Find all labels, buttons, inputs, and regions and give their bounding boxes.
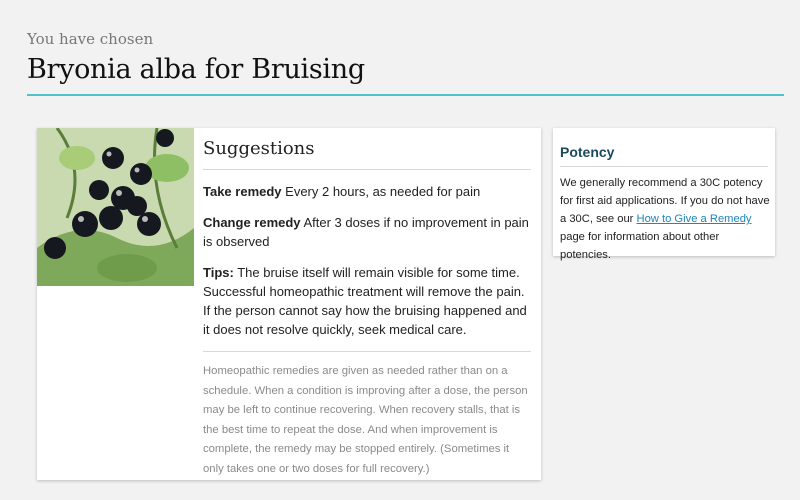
dosing-note: Homeopathic remedies are given as needed rather than on a schedule. When a condition is improving after a dose, the person may be left to continue recovering. When recovery stalls, that is the best time to repeat the dose. And when improvement is complete, the remedy may be stopped entirely. (Sometimes it only takes one or two doses for full recovery.) — [203, 365, 528, 475]
change-remedy-label: Change remedy — [203, 215, 301, 230]
suggestions-content — [203, 138, 531, 479]
how-to-give-remedy-link[interactable]: How to Give a Remedy — [636, 213, 752, 225]
page-subtitle: You have chosen — [27, 30, 154, 48]
potency-text — [560, 174, 772, 264]
suggestions-card — [37, 128, 541, 480]
potency-title: Potency — [560, 144, 615, 160]
header-divider — [27, 94, 784, 96]
change-remedy-text: After 3 doses if no improvement in pain is observed — [203, 215, 529, 249]
change-remedy-paragraph — [203, 213, 531, 251]
page-header — [27, 30, 784, 85]
potency-card — [553, 128, 775, 261]
potency-text-after: page for information about other potencies. — [560, 231, 720, 261]
tips-paragraph — [203, 263, 531, 339]
berry-plant-illustration — [37, 128, 194, 286]
potency-divider — [560, 166, 768, 167]
note-divider — [203, 351, 531, 352]
suggestions-title: Suggestions — [203, 138, 315, 159]
remedy-image — [37, 128, 194, 286]
tips-text: The bruise itself will remain visible for some time. Successful homeopathic treatment will remove the pain. If the person cannot say how the bruising happened and it does not resolve quickly, seek medical care. — [203, 265, 527, 337]
take-remedy-text: Every 2 hours, as needed for pain — [281, 184, 481, 199]
take-remedy-paragraph — [203, 182, 531, 201]
tips-label: Tips: — [203, 265, 234, 280]
suggestions-divider — [203, 169, 531, 170]
potency-text-before: We generally recommend a 30C potency for first aid applications. If you do not have a 30C, see our — [560, 177, 770, 225]
take-remedy-label: Take remedy — [203, 184, 282, 199]
page-title: Bryonia alba for Bruising — [27, 54, 365, 85]
